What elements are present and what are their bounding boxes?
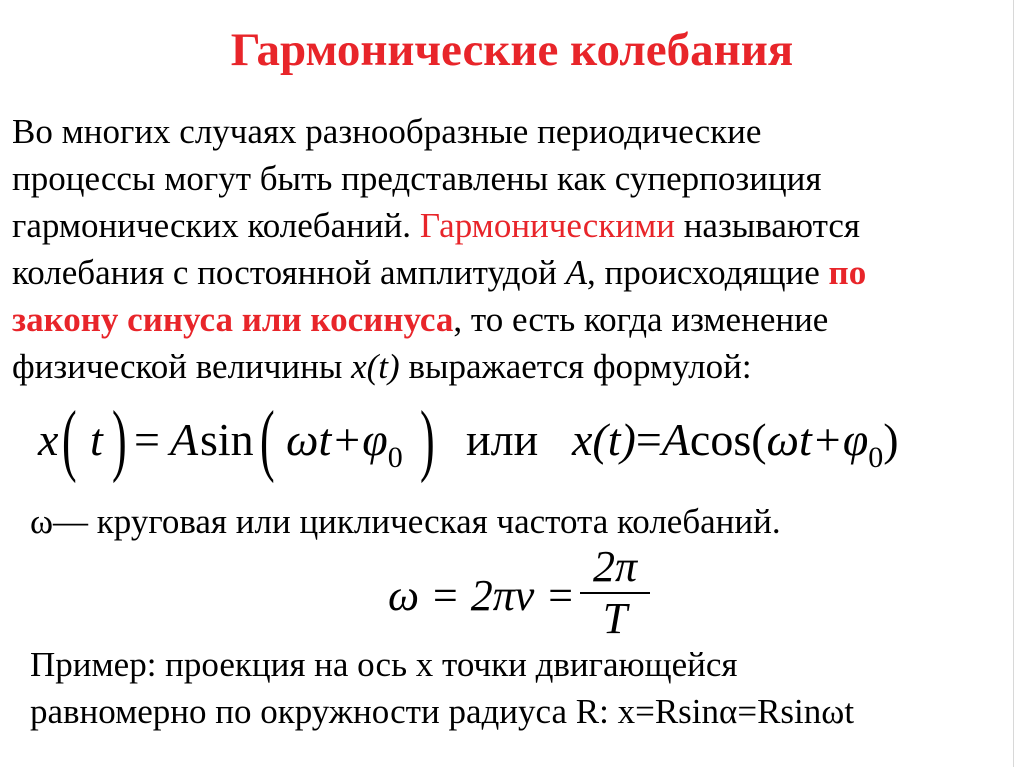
formula-amplitude: A [661,414,690,465]
paragraph-line-6 [12,343,1012,390]
paragraph-text: гармонических колебаний. [12,206,420,245]
highlighted-phrase: по [828,253,867,292]
formula-paren-close: ) [883,414,899,465]
paragraph-text: называются [674,206,860,245]
main-paragraph [12,108,1012,390]
paragraph-line-3 [12,202,1012,249]
formula-amplitude: A [170,414,199,465]
formula-sin: sin [200,414,254,465]
formula-paren-open: ( [62,396,77,484]
formula-subscript: 0 [868,441,884,474]
paragraph-text: , происходящие [586,253,829,292]
highlighted-term: Гармоническими [419,206,675,245]
slide-edge-line [1013,0,1014,767]
example-block [30,641,854,735]
formula-paren-close: ) [420,396,435,484]
formula-arg-text: ωt+φ [286,414,388,465]
formula-paren-close: ) [112,396,127,484]
paragraph-text: колебания с постоянной амплитудой [12,253,566,292]
paragraph-line-1 [12,108,1012,155]
fraction-numerator: 2π [592,542,638,591]
omega-formula-lhs: ω = 2πν = [388,571,576,620]
formula-lhs: x(t) [572,414,636,465]
oscillation-formula [38,396,998,484]
example-line-2: равномерно по окружности радиуса R: x=Rsinα=Rsinωt [30,692,855,731]
paragraph-text: , то есть когда изменение [453,300,829,339]
formula-arg-text: ωt+φ [766,414,869,465]
omega-fraction [580,542,650,643]
paragraph-line-2 [12,155,1012,202]
formula-x: x [38,414,59,465]
paragraph-text: Во многих случаях разнообразные периодические [12,112,762,151]
formula-cos: cos( [689,414,767,465]
formula-paren-open: ( [260,396,275,484]
example-line-1: Пример: проекция на ось x точки двигающейся [30,645,738,684]
formula-argument [286,410,403,476]
amplitude-symbol: A [565,253,587,292]
highlighted-phrase: закону синуса или косинуса [12,300,454,339]
formula-connector: или [466,414,539,465]
paragraph-line-5 [12,296,1012,343]
formula-equals: = [635,414,662,465]
omega-definition: ω— круговая или циклическая частота колебаний. [30,502,781,541]
paragraph-text: физической величины [12,347,352,386]
slide-title: Гармонические колебания [230,24,794,76]
formula-subscript: 0 [387,441,403,474]
fraction-denominator: T [602,594,628,643]
paragraph-text: процессы могут быть представлены как суперпозиция [12,159,822,198]
paragraph-text: выражается формулой: [399,347,752,386]
formula-part2 [572,410,899,476]
function-symbol: x(t) [351,347,400,386]
formula-t: t [90,414,103,465]
formula-equals: = [134,414,160,465]
paragraph-line-4 [12,249,1012,296]
omega-formula [388,542,688,643]
